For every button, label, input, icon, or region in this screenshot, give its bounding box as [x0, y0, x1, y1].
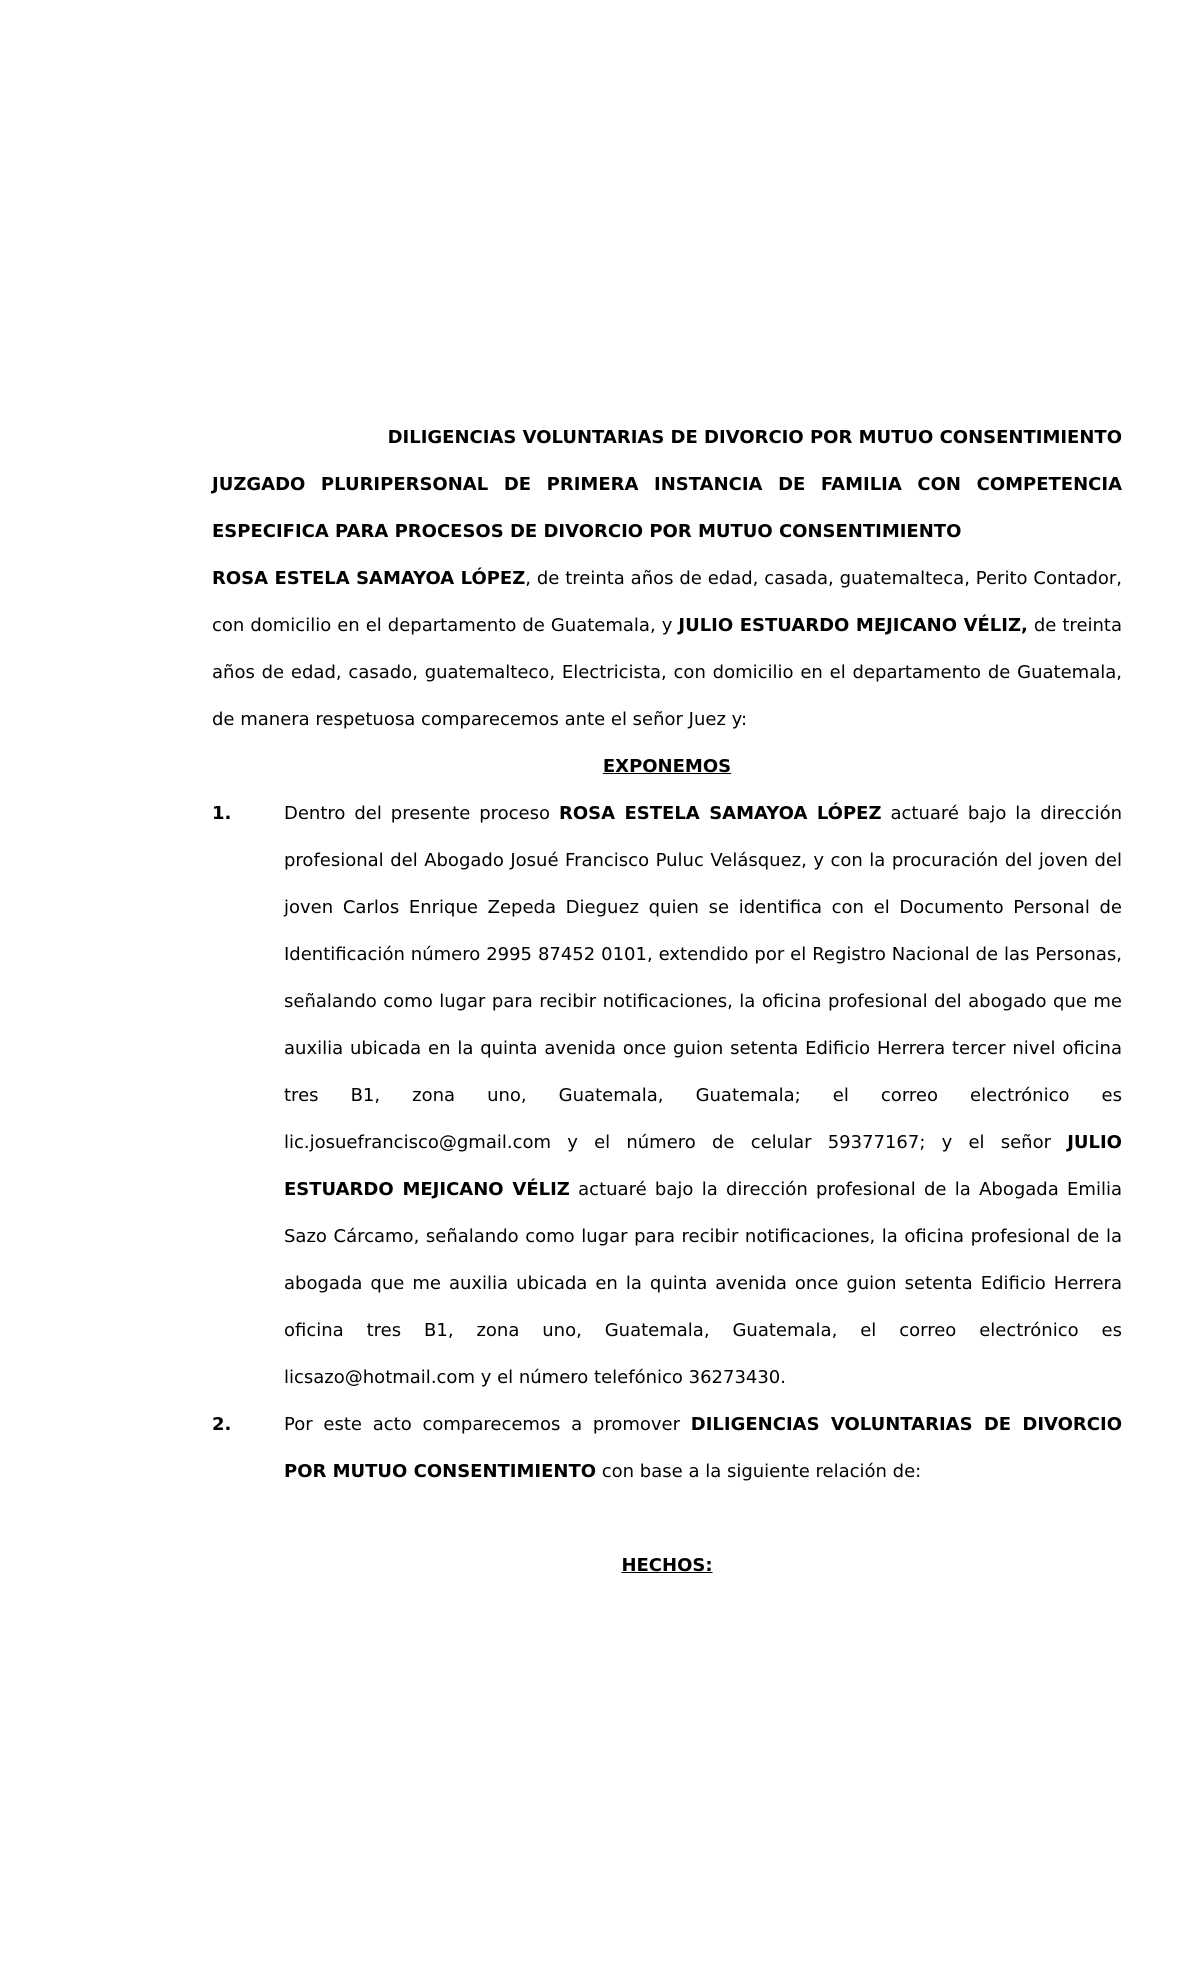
item-number: 1.	[212, 803, 232, 824]
party-name-rosa: ROSA ESTELA SAMAYOA LÓPEZ	[212, 568, 526, 589]
item-text: con base a la siguiente relación de:	[596, 1461, 922, 1482]
item-bold-name: ROSA ESTELA SAMAYOA LÓPEZ	[558, 803, 882, 824]
intro-text-2: de treinta años de edad, casado, guatemalteco, Electricista, con domicilio en el departamento de Guatemala, de manera respetuosa comparecemos ante el señor Juez y:	[212, 615, 1123, 730]
item-text: Dentro del presente proceso	[284, 803, 559, 824]
item-number: 2.	[212, 1414, 232, 1435]
spacer	[212, 1495, 1122, 1542]
document-title: DILIGENCIAS VOLUNTARIAS DE DIVORCIO POR MUTUO CONSENTIMIENTO	[387, 427, 1122, 448]
party-name-julio: JULIO ESTUARDO MEJICANO VÉLIZ,	[678, 615, 1028, 636]
court-name-line-2: ESPECIFICA PARA PROCESOS DE DIVORCIO POR MUTUO CONSENTIMIENTO	[212, 521, 962, 542]
item-bold-name: JULIO ESTUARDO MEJICANO VÉLIZ	[284, 1132, 1122, 1200]
intro-paragraph	[212, 555, 1122, 743]
court-name-line-1: JUZGADO PLURIPERSONAL DE PRIMERA INSTANCIA DE FAMILIA CON COMPETENCIA	[212, 474, 1122, 495]
document-body	[212, 414, 1122, 1589]
numbered-item-2	[212, 1401, 1122, 1495]
intro-text-1: , de treinta años de edad, casada, guatemalteca, Perito Contador, con domicilio en el departamento de Guatemala, y	[212, 568, 1123, 636]
item-text: Por este acto comparecemos a promover	[284, 1414, 691, 1435]
section-heading-hechos: HECHOS:	[621, 1555, 713, 1576]
section-heading-exponemos: EXPONEMOS	[602, 756, 732, 777]
item-text: actuaré bajo la dirección profesional de la Abogada Emilia Sazo Cárcamo, señalando como lugar para recibir notificaciones, la oficina profesional de la abogada que me auxilia ubicada en la quinta avenida once guion setenta Edificio Herrera oficina tres B1, zona uno, Guatemala, Guatemala, el correo electrónico es licsazo@hotmail.com y el número telefónico 36273430.	[284, 1179, 1122, 1388]
item-text: actuaré bajo la dirección profesional del Abogado Josué Francisco Puluc Velásquez, y con la procuración del joven del joven Carlos Enrique Zepeda Dieguez quien se identifica con el Documento Personal de Identificación número 2995 87452 0101, extendido por el Registro Nacional de las Personas, señalando como lugar para recibir notificaciones, la oficina profesional del abogado que me auxilia ubicada en la quinta avenida once guion setenta Edificio Herrera tercer nivel oficina tres B1, zona uno, Guatemala, Guatemala; el correo electrónico es lic.josuefrancisco@gmail.com y el número de celular 59377167; y el señor	[284, 803, 1122, 1153]
numbered-item-1	[212, 790, 1122, 1401]
item-bold-phrase: DILIGENCIAS VOLUNTARIAS DE DIVORCIO POR MUTUO CONSENTIMIENTO	[284, 1414, 1123, 1482]
